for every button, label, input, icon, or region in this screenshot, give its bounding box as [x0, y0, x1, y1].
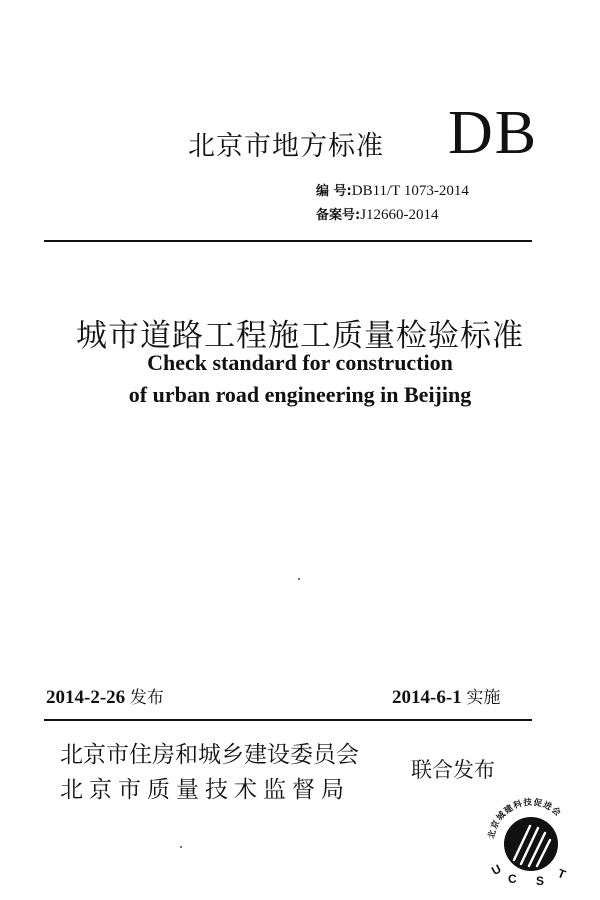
record-number — [316, 204, 439, 224]
issuer-quality-bureau: 北京市质量技术监督局 — [60, 777, 350, 803]
issue-date-value: 2014-2-26 — [46, 687, 126, 708]
scan-speck — [180, 846, 182, 848]
title-chinese: 城市道路工程施工质量检验标准 — [76, 318, 524, 354]
record-number-label: 备案号: — [316, 208, 361, 223]
svg-text:T: T — [555, 866, 568, 882]
svg-text:C: C — [508, 872, 517, 886]
svg-text:北京城建科技促进会: 北京城建科技促进会 — [486, 797, 563, 840]
standard-type-label: 北京市地方标准 — [188, 131, 384, 162]
scan-speck — [298, 578, 300, 580]
joint-issue-label: 联合发布 — [411, 758, 495, 782]
svg-text:U: U — [489, 861, 504, 879]
issue-date-label: 发布 — [129, 688, 164, 708]
effective-date-value: 2014-6-1 — [392, 687, 462, 708]
standard-code-value: DB11/T 1073-2014 — [351, 183, 469, 199]
footer-divider — [44, 719, 532, 721]
issuer-housing-commission: 北京市住房和城乡建设委员会 — [60, 742, 359, 768]
title-english-line-1: Check standard for construction — [147, 350, 453, 375]
title-english-line-2: of urban road engineering in Beijing — [128, 382, 472, 407]
effective-date — [392, 683, 500, 709]
header-divider — [44, 240, 532, 242]
standard-code-label: 编 号: — [316, 184, 352, 199]
issue-date — [46, 683, 164, 709]
standard-code — [316, 180, 469, 200]
record-number-value: J12660-2014 — [360, 207, 439, 223]
svg-text:S: S — [536, 874, 545, 888]
effective-date-label: 实施 — [466, 688, 501, 708]
standard-mark-db: DB — [448, 99, 539, 167]
publisher-logo-icon — [478, 782, 584, 888]
